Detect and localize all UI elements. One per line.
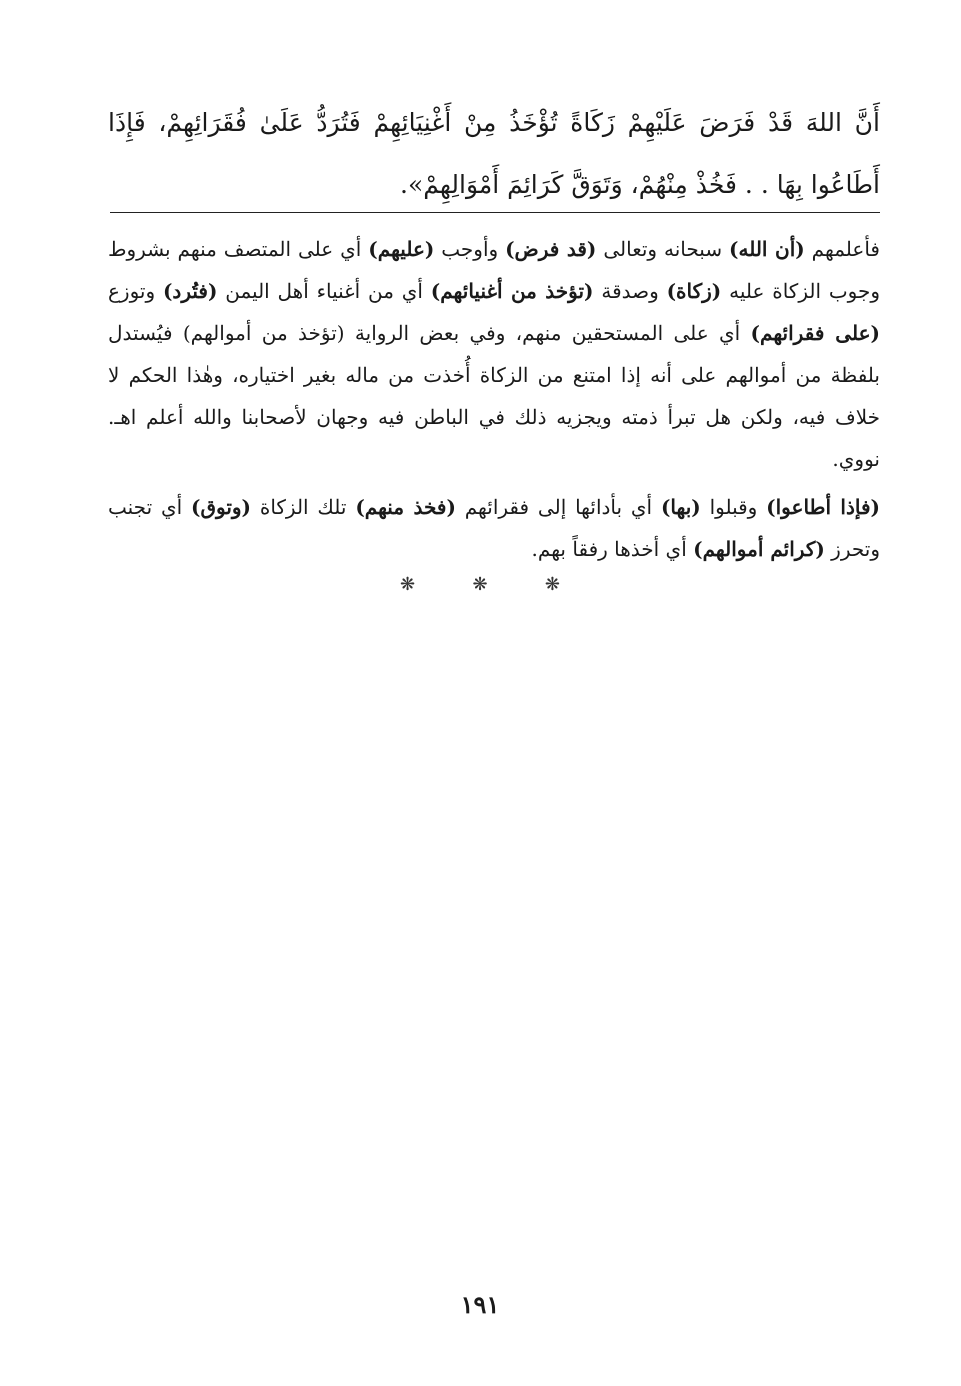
page-number: ١٩١ <box>460 1290 500 1319</box>
footnote-divider <box>110 212 880 213</box>
quoted-term: (أن الله) <box>729 237 805 261</box>
text-run: وتوزع <box>108 279 163 303</box>
quoted-term: (على فقرائهم) <box>750 321 880 345</box>
text-run: وصدقة <box>593 279 667 303</box>
text-run: أي أخذها رفقاً بهم. <box>531 537 694 561</box>
quoted-term: (قد فرض) <box>505 237 597 261</box>
quoted-term: (فتُرد) <box>162 279 218 303</box>
quoted-term: (فإذا أطاعوا) <box>766 495 881 519</box>
text-run: أي بأدائها إلى فقرائهم <box>455 495 661 519</box>
text-run: أي على المتصف منهم بشروط وجوب الزكاة عليه <box>108 237 880 303</box>
star-ornament-icon: ❋ <box>472 574 488 595</box>
quoted-term: (تؤخذ من أغنيائهم) <box>430 279 594 303</box>
hadith-text: أَنَّ اللهَ قَدْ فَرَضَ عَلَيْهِمْ زَكَاةً تُؤْخَذُ مِنْ أَغْنِيَائِهِمْ فَتُرَدُّ عَلَىٰ فُقَرَائِهِمْ، فَإِذَا أَطَاعُوا بِهَا . . فَخُذْ مِنْهُمْ، وَتَوَقَّ كَرَائِمَ أَمْوَالِهِمْ». <box>108 108 880 199</box>
quoted-term: (زكاة) <box>666 279 722 303</box>
text-run: وأوجب <box>434 237 506 261</box>
commentary-section <box>108 228 880 570</box>
text-run: وقبلوا <box>700 495 767 519</box>
section-separator <box>400 574 560 595</box>
text-run: أي من أغنياء أهل اليمن <box>217 279 431 303</box>
quoted-term: (بها) <box>660 495 701 519</box>
text-run: سبحانه وتعالى <box>596 237 730 261</box>
text-run: فأعلمهم <box>804 237 880 261</box>
quoted-term: (وتوق) <box>191 495 252 519</box>
star-ornament-icon: ❋ <box>400 574 416 595</box>
quoted-term: (كرائم أموالهم) <box>693 537 825 561</box>
quoted-term: (عليهم) <box>368 237 435 261</box>
commentary-paragraph-1 <box>108 228 880 480</box>
text-run: أي على المستحقين منهم، وفي بعض الرواية (تؤخذ من أموالهم) فيُستدل بلفظة من أموالهم على أنه إذا امتنع من الزكاة أُخذت من ماله بغير اختياره، وهٰذا الحكم لا خلاف فيه، ولكن هل تبرأ ذمته ويجزيه ذلك في الباطن فيه وجهان لأصحابنا والله أعلم اهـ. نووي. <box>108 321 880 471</box>
text-run: أي تجنب وتحرز <box>108 495 880 561</box>
quoted-term: (فخذ منهم) <box>355 495 456 519</box>
text-run: تلك الزكاة <box>251 495 356 519</box>
star-ornament-icon: ❋ <box>544 574 560 595</box>
commentary-paragraph-2 <box>108 486 880 570</box>
